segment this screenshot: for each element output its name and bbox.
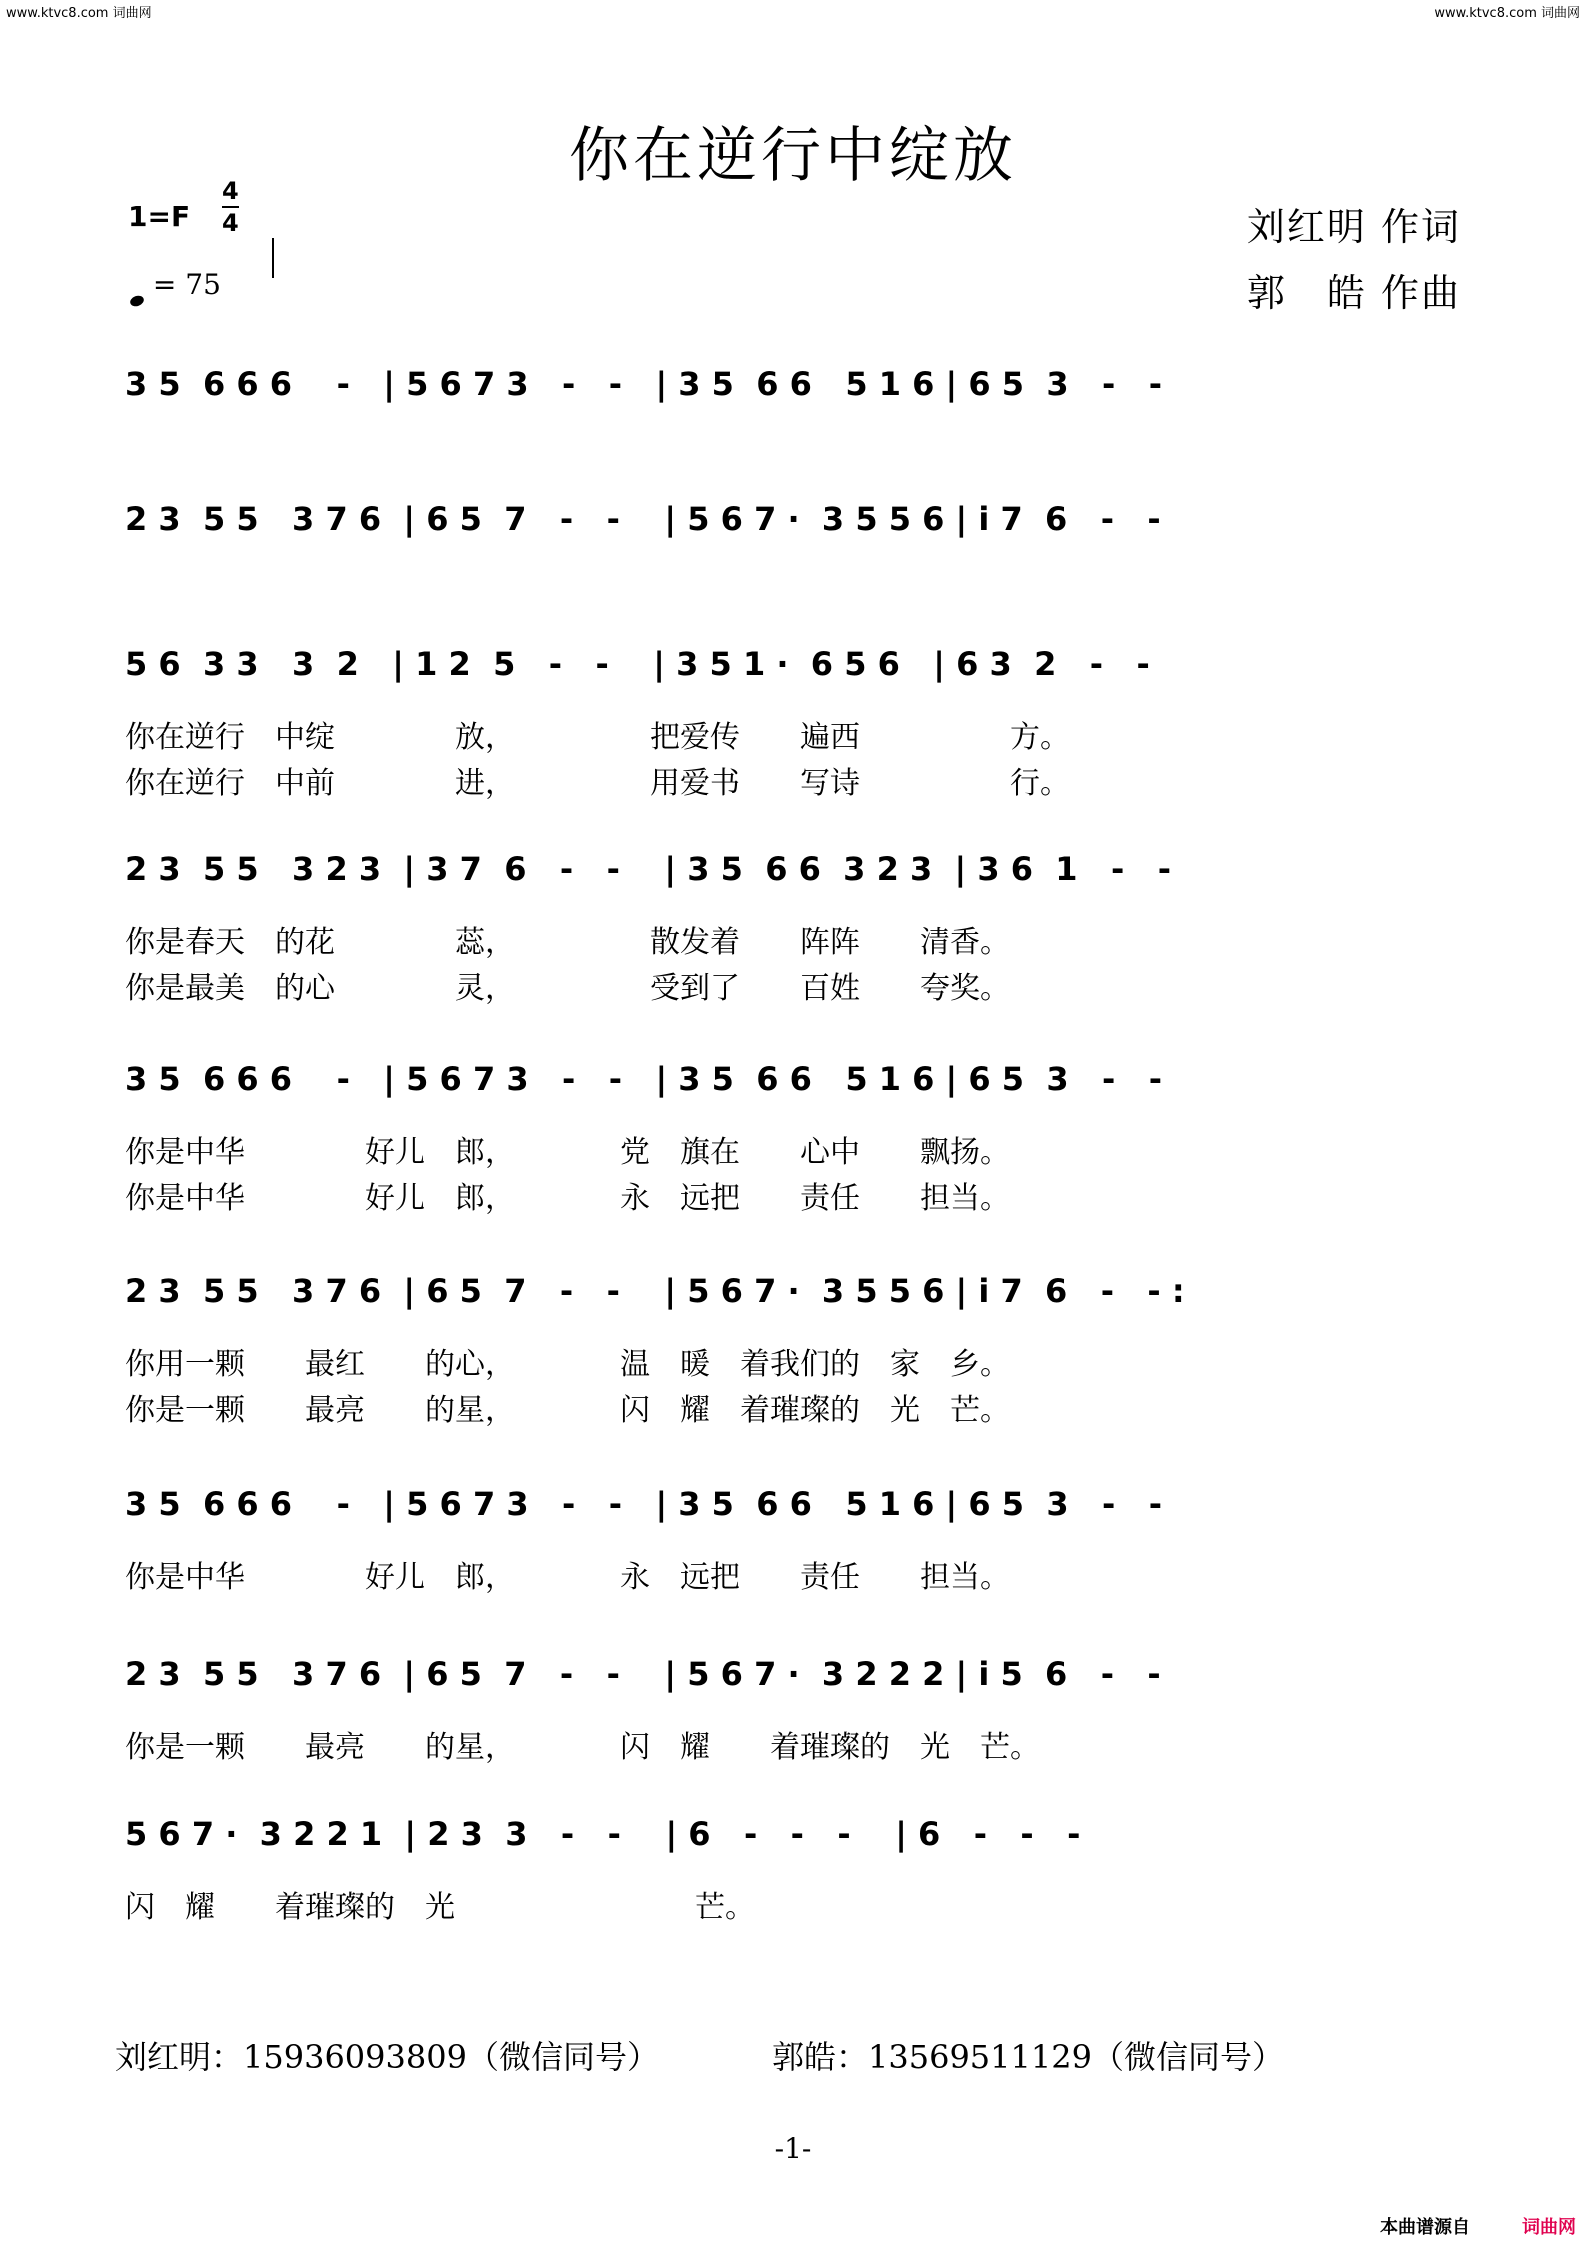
score-line (125, 1060, 1425, 1222)
tempo-value: = 75 (152, 268, 221, 301)
page-number: -1- (774, 2132, 812, 2165)
score-line (125, 500, 1425, 570)
site-watermark-right: www.ktvc8.com 词曲网 (1434, 6, 1580, 21)
footer-source-label: 本曲谱源自 (1380, 2217, 1470, 2238)
key-signature: 1=F (128, 200, 191, 233)
lyric-row: 你是中华 好儿 郎， 永 远把 责任 担当。 (125, 1560, 1010, 1595)
lyric-row: 你是一颗 最亮 的星， 闪 耀 着璀璨的 光 芒。 (125, 1730, 1040, 1765)
score-line (125, 1815, 1425, 1931)
composer-contact: 郭皓：13569511129（微信同号） (772, 2038, 1284, 2076)
lyricist-contact: 刘红明：15936093809（微信同号） (115, 2038, 659, 2076)
lyric-row: 你是中华 好儿 郎， 永 远把 责任 担当。 (125, 1181, 1010, 1216)
lyric-row: 你在逆行 中绽 放， 把爱传 遍西 方。 (125, 720, 1070, 755)
composer-credit: 郭 皓 作曲 (1246, 271, 1461, 315)
notation-row: 2 3 5 5 3 7 6 | 6 5 7 - - | 5 6 7 · 3 5 5 6 | i 7 6 - - : (125, 1272, 1185, 1310)
lyric-row: 你在逆行 中前 进， 用爱书 写诗 行。 (125, 766, 1070, 801)
score-line (125, 1485, 1425, 1601)
lyric-row: 你是春天 的花 蕊， 散发着 阵阵 清香。 (125, 925, 1010, 960)
lyric-row: 你是最美 的心 灵， 受到了 百姓 夸奖。 (125, 971, 1010, 1006)
lyric-row: 你用一颗 最红 的心， 温 暖 着我们的 家 乡。 (125, 1347, 1010, 1382)
notation-row: 2 3 5 5 3 7 6 | 6 5 7 - - | 5 6 7 · 3 2 2 2 | i 5 6 - - (125, 1655, 1161, 1693)
notation-row: 2 3 5 5 3 7 6 | 6 5 7 - - | 5 6 7 · 3 5 5 6 | i 7 6 - - (125, 500, 1161, 538)
notation-row: 5 6 3 3 3 2 | 1 2 5 - - | 3 5 1 · 6 5 6 | 6 3 2 - - (125, 645, 1150, 683)
lyricist-credit: 刘红明 作词 (1246, 205, 1461, 249)
tempo-marking (130, 268, 221, 301)
time-signature (222, 176, 239, 238)
score-line (125, 365, 1425, 435)
footer-site-logo: 词曲网 (1522, 2217, 1576, 2238)
lyric-row: 你是一颗 最亮 的星， 闪 耀 着璀璨的 光 芒。 (125, 1393, 1010, 1428)
notation-row: 3 5 6 6 6 - | 5 6 7 3 - - | 3 5 6 6 5 1 6 | 6 5 3 - - (125, 365, 1162, 403)
notation-row: 2 3 5 5 3 2 3 | 3 7 6 - - | 3 5 6 6 3 2 3 | 3 6 1 - - (125, 850, 1171, 888)
score-line (125, 850, 1425, 1012)
quarter-note-icon (129, 294, 146, 308)
score-line (125, 645, 1425, 807)
score-line (125, 1272, 1425, 1434)
time-signature-top: 4 (222, 176, 239, 208)
song-title: 你在逆行中绽放 (569, 121, 1017, 191)
notation-row: 3 5 6 6 6 - | 5 6 7 3 - - | 3 5 6 6 5 1 6 | 6 5 3 - - (125, 1485, 1162, 1523)
notation-row: 3 5 6 6 6 - | 5 6 7 3 - - | 3 5 6 6 5 1 6 | 6 5 3 - - (125, 1060, 1162, 1098)
score-line (125, 1655, 1425, 1771)
time-signature-bottom: 4 (222, 209, 239, 237)
notation-row: 5 6 7 · 3 2 2 1 | 2 3 3 - - | 6 - - - | 6 - - - (125, 1815, 1081, 1853)
site-watermark-left: www.ktvc8.com 词曲网 (6, 6, 152, 21)
lyric-row: 闪 耀 着璀璨的 光 芒。 (125, 1890, 755, 1925)
lyric-row: 你是中华 好儿 郎， 党 旗在 心中 飘扬。 (125, 1135, 1010, 1170)
